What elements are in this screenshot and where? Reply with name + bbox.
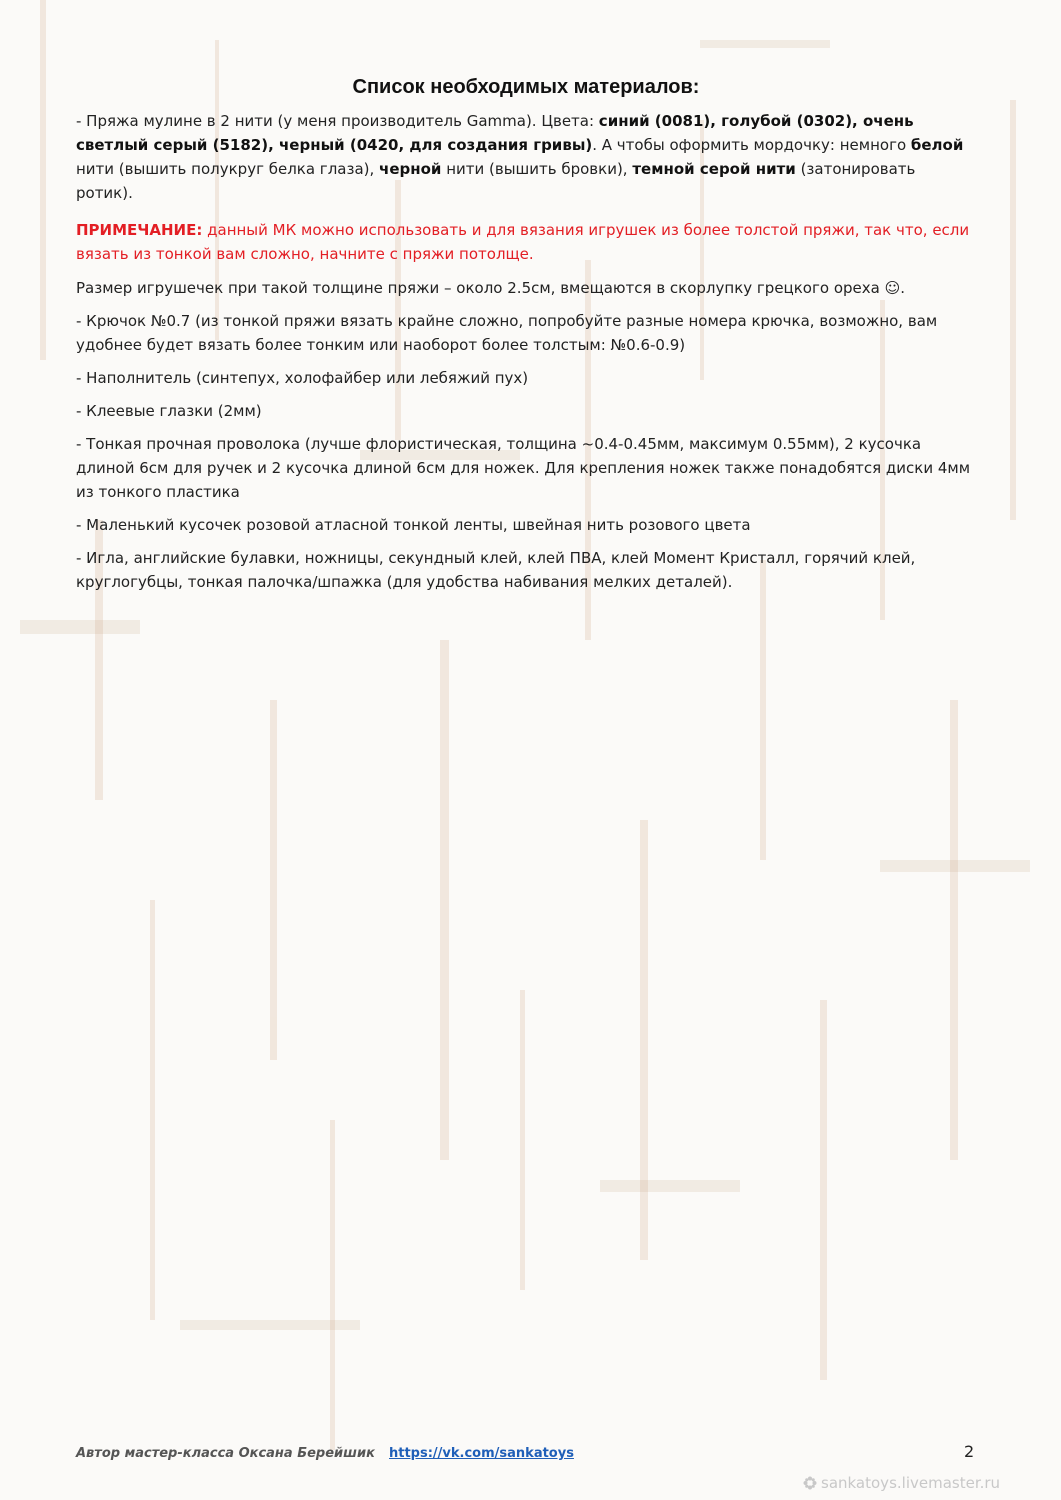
list-item: - Крючок №0.7 (из тонкой пряжи вязать крайне сложно, попробуйте разные номера крючка, возможно, вам удобнее будет вязать более тонким или наоборот более толстым: №0.6-0.9) — [76, 312, 938, 354]
note-text: данный МК можно использовать и для вязания игрушек из более толстой пряжи, так что, если вязать из тонкой вам сложно, начните с пряжи потолще. — [76, 221, 970, 263]
watermark — [803, 1474, 1000, 1492]
page-title: Список необходимых материалов: — [352, 76, 700, 98]
page-footer — [76, 1442, 976, 1468]
list-item: - Тонкая прочная проволока (лучше флористическая, толщина ~0.4-0.45мм, максимум 0.55мм), 2 кусочка длиной 6см для ручек и 2 кусочка длиной 6см для ножек. Для крепления ножек также понадобятся диски 4мм из тонкого пластика — [76, 435, 971, 501]
flower-icon — [803, 1476, 817, 1490]
list-item: - Игла, английские булавки, ножницы, секундный клей, клей ПВА, клей Момент Кристалл, горячий клей, круглогубцы, тонкая палочка/шпажка (для удобства набивания мелких деталей). — [76, 549, 916, 591]
white-thread-bold: белой — [910, 136, 964, 154]
list-item: - Маленький кусочек розовой атласной тонкой ленты, швейная нить розового цвета — [76, 516, 751, 534]
yarn-text-4: нити (вышить бровки), — [441, 160, 633, 178]
list-item: - Клеевые глазки (2мм) — [76, 402, 262, 420]
black-thread-bold: черной — [379, 160, 442, 178]
yarn-colors-bold: синий (0081), голубой (0302), очень светлый серый (5182), черный (0420, для создания гривы) — [76, 112, 914, 154]
list-item: Размер игрушечек при такой толщине пряжи – около 2.5см, вмещаются в скорлупку грецкого ореха ☺. — [76, 279, 905, 297]
yarn-text-2: . А чтобы оформить мордочку: немного — [592, 136, 911, 154]
note-label: ПРИМЕЧАНИЕ: — [76, 221, 203, 239]
author-credit: Автор мастер-класса Оксана Берейшик — [76, 1446, 375, 1461]
vk-link[interactable]: https://vk.com/sankatoys — [389, 1446, 574, 1461]
page-number: 2 — [964, 1442, 975, 1461]
note-paragraph — [76, 218, 976, 266]
list-item: - Наполнитель (синтепух, холофайбер или лебяжий пух) — [76, 369, 529, 387]
yarn-text-1: - Пряжа мулине в 2 нити (у меня производитель Gamma). Цвета: — [76, 112, 599, 130]
watermark-text: sankatoys.livemaster.ru — [821, 1474, 1001, 1492]
dark-grey-thread-bold: темной серой нити — [632, 160, 796, 178]
yarn-text-5: (затонировать ротик). — [76, 160, 916, 202]
yarn-text-3: нити (вышить полукруг белка глаза), — [76, 160, 380, 178]
yarn-paragraph — [76, 109, 976, 205]
main-content — [76, 76, 976, 603]
